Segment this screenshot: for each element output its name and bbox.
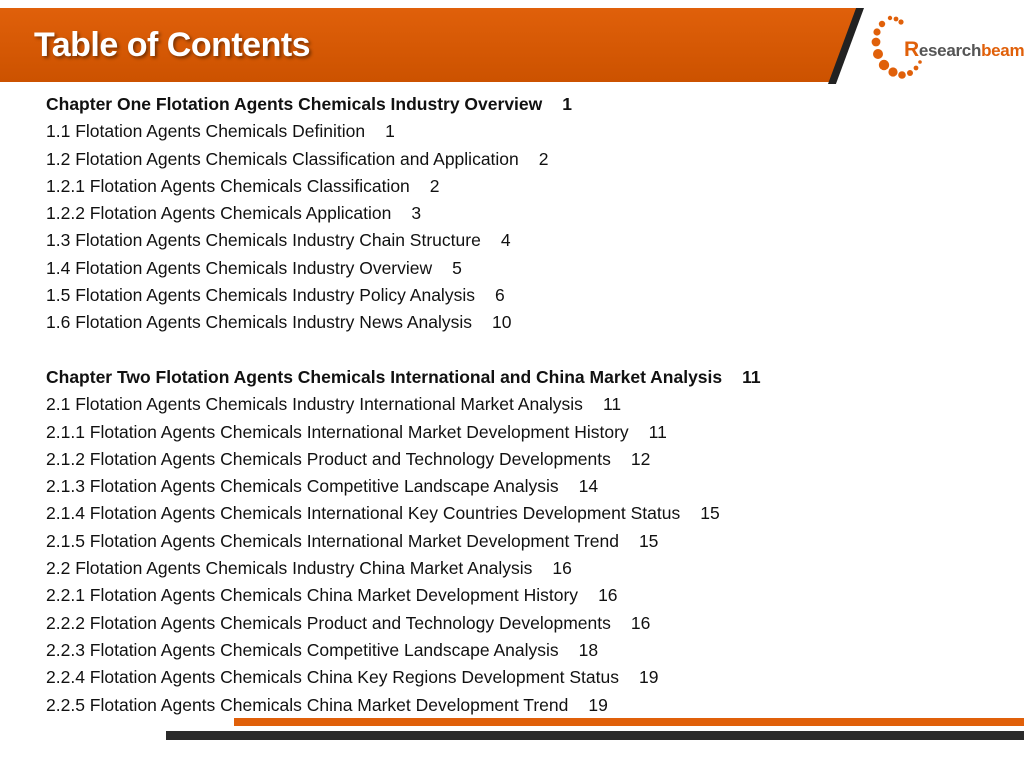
list-item: 1.2.1 Flotation Agents Chemicals Classification 2 xyxy=(46,175,440,196)
page-number: 2 xyxy=(429,175,440,196)
page-number: 1 xyxy=(385,121,395,142)
page-number: 4 xyxy=(500,230,511,251)
page-title: Table of Contents xyxy=(34,26,311,64)
researchbeam-logo xyxy=(868,8,1024,88)
section-spacer xyxy=(46,337,1006,364)
list-item: 1.1 Flotation Agents Chemicals Definition 1 xyxy=(46,121,395,142)
list-item: 1.5 Flotation Agents Chemicals Industry Policy Analysis 6 xyxy=(46,285,505,306)
list-item: 1.2.2 Flotation Agents Chemicals Application 3 xyxy=(46,203,422,224)
list-item: 2.2.3 Flotation Agents Chemicals Competitive Landscape Analysis 18 xyxy=(46,639,599,660)
list-item: 2.1.5 Flotation Agents Chemicals International Market Development Trend 15 xyxy=(46,530,659,551)
list-item: 2.1.1 Flotation Agents Chemicals International Market Development History 11 xyxy=(46,421,667,442)
page-number: 18 xyxy=(578,639,599,660)
page-number: 10 xyxy=(492,312,512,333)
list-item: 2.1.3 Flotation Agents Chemicals Competitive Landscape Analysis 14 xyxy=(46,476,599,497)
list-item: 2.1.4 Flotation Agents Chemicals International Key Countries Development Status 15 xyxy=(46,503,720,524)
chapter-one-heading: Chapter One Flotation Agents Chemicals Industry Overview 1 xyxy=(46,94,572,114)
list-item: 1.4 Flotation Agents Chemicals Industry Overview 5 xyxy=(46,257,462,278)
list-item: 2.1 Flotation Agents Chemicals Industry International Market Analysis 11 xyxy=(46,394,622,415)
page-number: 16 xyxy=(598,585,618,606)
list-item: 1.2 Flotation Agents Chemicals Classification and Application 2 xyxy=(46,148,549,169)
page-number: 15 xyxy=(638,530,659,551)
list-item: 2.2.2 Flotation Agents Chemicals Product and Technology Developments 16 xyxy=(46,612,651,633)
footer-dark-bar xyxy=(166,731,1024,740)
chapter-two-heading: Chapter Two Flotation Agents Chemicals International and China Market Analysis 11 xyxy=(46,366,761,387)
page-number: 15 xyxy=(700,503,720,524)
list-item: 2.2.1 Flotation Agents Chemicals China Market Development History 16 xyxy=(46,585,618,606)
page-number: 19 xyxy=(638,667,659,688)
list-item: 2.2 Flotation Agents Chemicals Industry China Market Analysis 16 xyxy=(46,558,572,579)
page-number: 1 xyxy=(562,94,572,114)
list-item: 2.2.5 Flotation Agents Chemicals China Market Development Trend 19 xyxy=(46,694,608,715)
page-number: 5 xyxy=(452,257,462,278)
list-item: 2.2.4 Flotation Agents Chemicals China Key Regions Development Status 19 xyxy=(46,667,659,688)
list-item: 2.1.2 Flotation Agents Chemicals Product and Technology Developments 12 xyxy=(46,448,651,469)
page-number: 19 xyxy=(588,694,608,715)
page-number: 11 xyxy=(648,421,667,442)
page-number: 6 xyxy=(494,285,505,306)
list-item: 1.3 Flotation Agents Chemicals Industry Chain Structure 4 xyxy=(46,230,511,251)
page-number: 16 xyxy=(630,612,651,633)
table-of-contents xyxy=(46,91,1006,719)
page-number: 16 xyxy=(552,558,572,579)
page-number: 14 xyxy=(578,476,599,497)
page-number: 11 xyxy=(602,394,622,415)
page-number: 3 xyxy=(411,203,422,224)
page-number: 2 xyxy=(538,148,549,169)
page-number: 12 xyxy=(630,448,651,469)
list-item: 1.6 Flotation Agents Chemicals Industry News Analysis 10 xyxy=(46,312,512,333)
footer-accent-bar xyxy=(234,718,1024,726)
logo-wordmark: Researchbeam xyxy=(904,38,1024,61)
page-number: 11 xyxy=(742,366,761,387)
